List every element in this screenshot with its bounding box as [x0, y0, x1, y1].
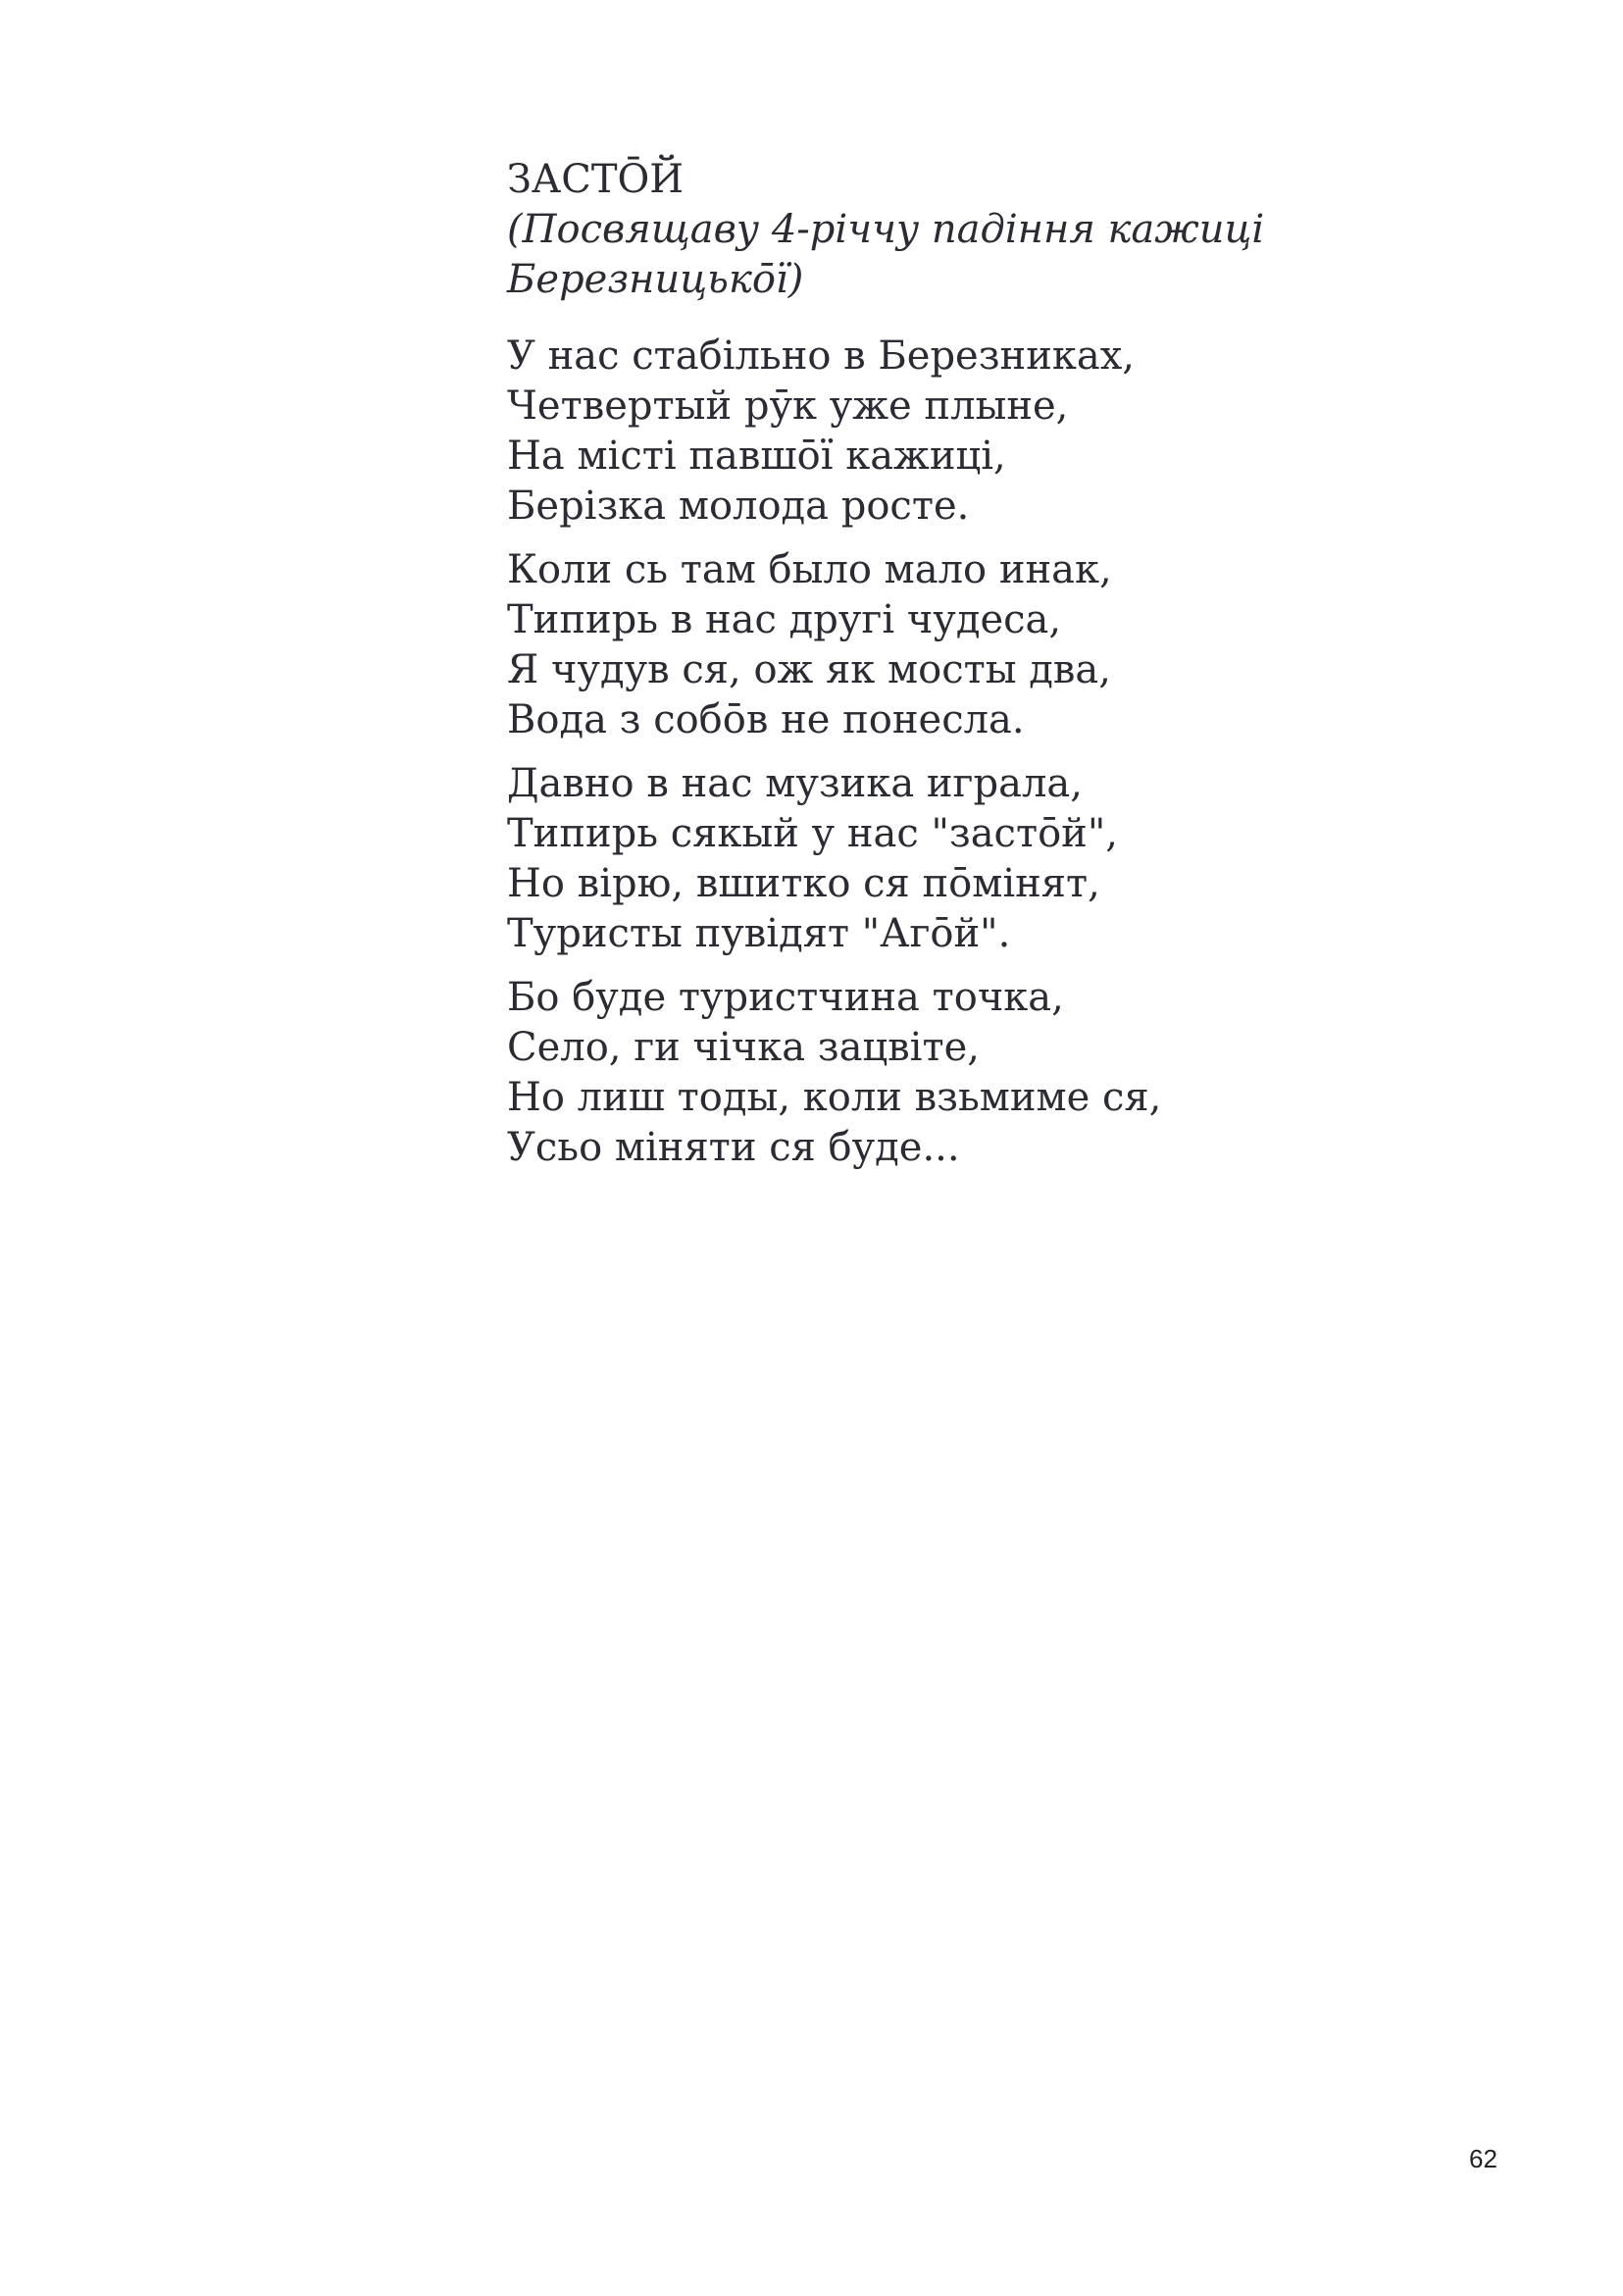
verse-line: Коли сь там было мало инак, — [507, 547, 1112, 592]
verse-line: Типирь в нас другі чудеса, — [507, 597, 1062, 642]
dedication-line: (Посвящаву 4-річчу падіння кажиці — [507, 207, 1265, 252]
page-number: 62 — [1469, 2144, 1497, 2173]
verse-line: Туристы пувідят "Агōй". — [507, 911, 1011, 956]
verse-line: Вода з собōв не понесла. — [507, 697, 1025, 742]
verse-line: Берізка молода росте. — [507, 484, 970, 529]
verse-line: Давно в нас музика играла, — [507, 761, 1083, 806]
verse-line: Я чудув ся, ож як мосты два, — [507, 647, 1111, 692]
verse-line: Но лиш тоды, коли взьмиме ся, — [507, 1075, 1162, 1120]
verse-line: Типирь сякый у нас "застōй", — [507, 811, 1118, 856]
poem — [507, 155, 1390, 1173]
stanza-2 — [507, 545, 1390, 745]
stanza-4 — [507, 973, 1390, 1173]
verse-line: Село, ги чічка зацвіте, — [507, 1025, 980, 1070]
verse-line: Бо буде туристчина точка, — [507, 975, 1064, 1020]
verse-line: Четвертый рӯк уже плыне, — [507, 383, 1069, 429]
dedication-line: Березницькōї) — [507, 257, 804, 302]
verse-line: На місті павшōї кажиці, — [507, 434, 1006, 479]
verse-line: У нас стабільно в Березниках, — [507, 333, 1135, 379]
stanza-3 — [507, 759, 1390, 959]
verse-line: Усьо міняти ся буде... — [507, 1125, 960, 1170]
stanza-1 — [507, 332, 1390, 532]
poem-header — [507, 155, 1390, 305]
poem-title: ЗАСТŌЙ — [507, 157, 685, 202]
poem-dedication — [507, 205, 1390, 305]
verse-line: Но вірю, вшитко ся пōмінят, — [507, 861, 1100, 906]
